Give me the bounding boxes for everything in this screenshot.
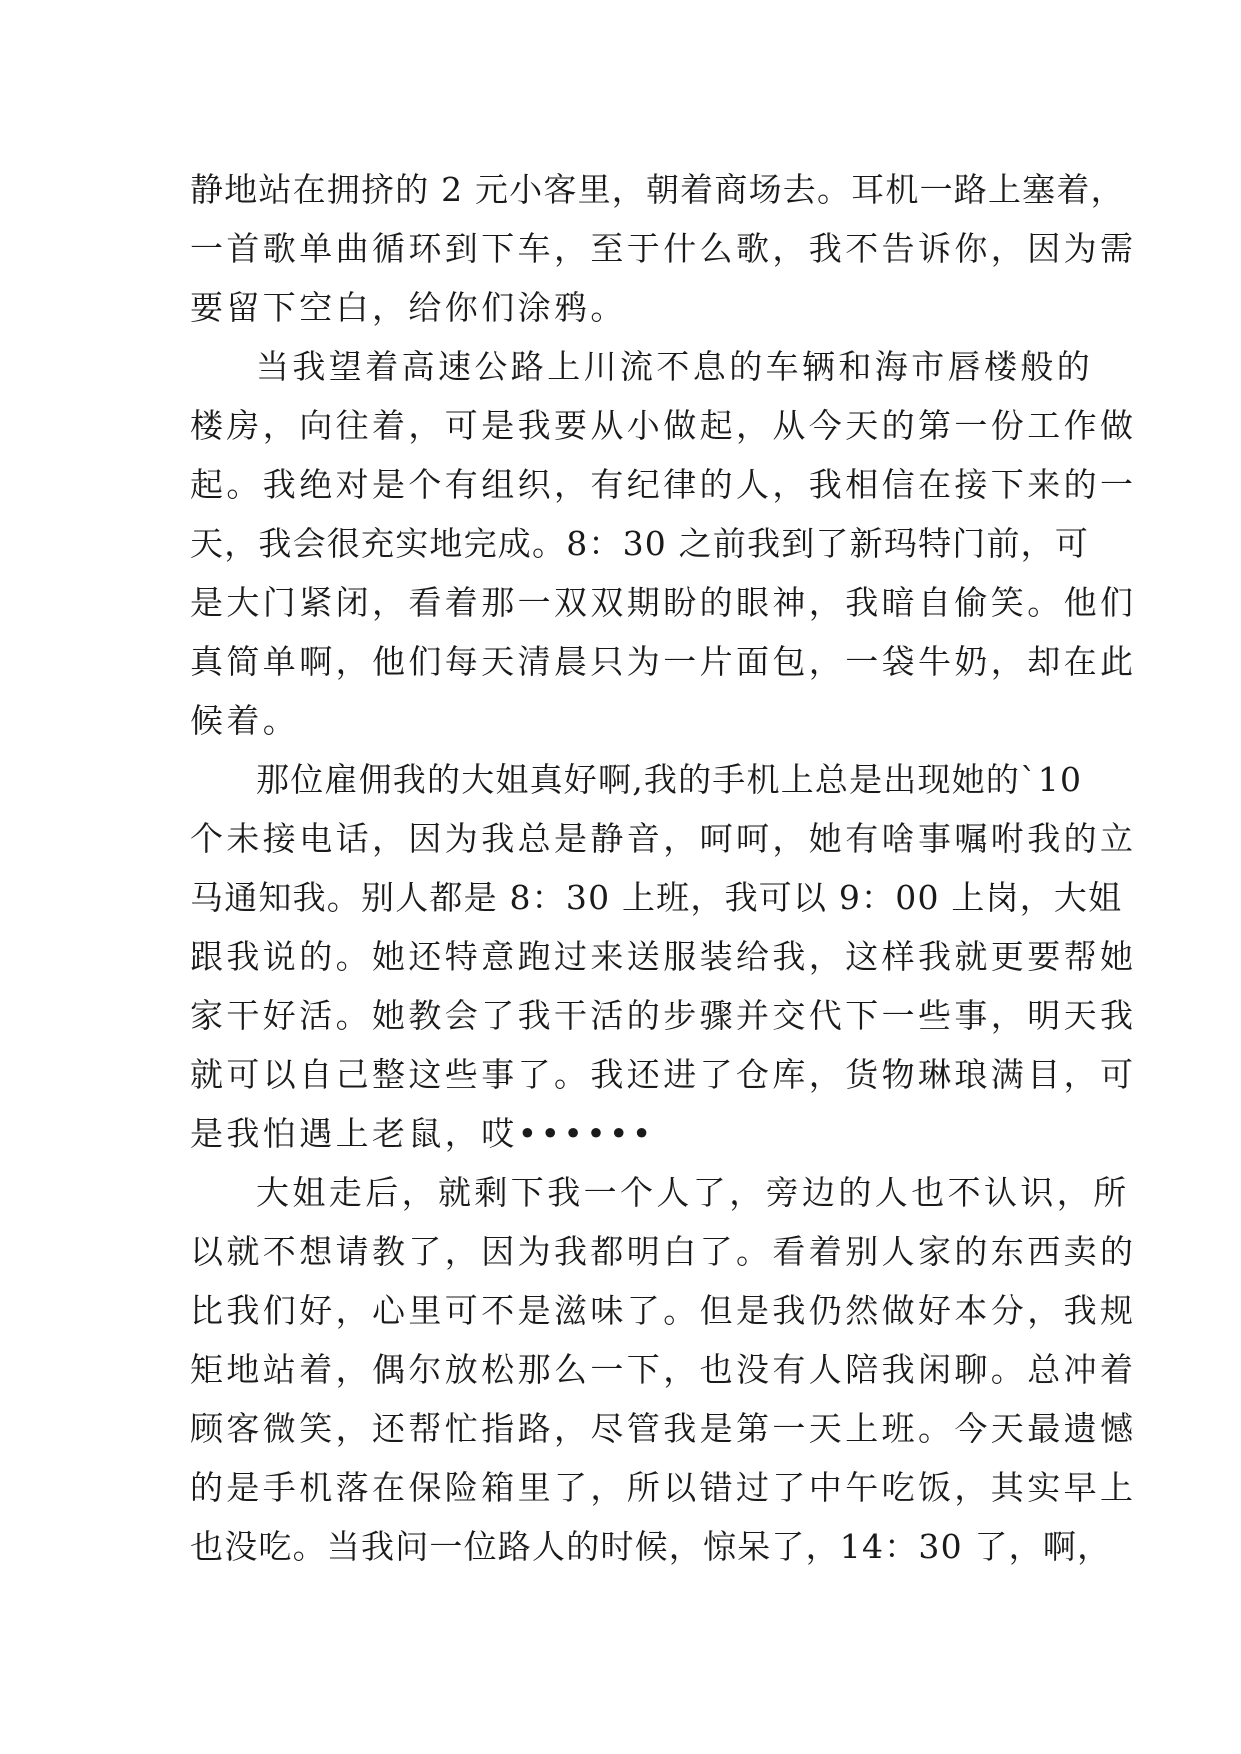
text-line: 跟我说的。她还特意跑过来送服装给我，这样我就更要帮她	[190, 937, 1137, 976]
paragraph-start-line: 那位雇佣我的大姐真好啊,我的手机上总是出现她的`10	[256, 760, 1083, 799]
paragraph-start-line: 大姐走后，就剩下我一个人了，旁边的人也不认识，所	[256, 1173, 1130, 1212]
text-line: 也没吃。当我问一位路人的时候，惊呆了，14：30 了，啊，	[190, 1527, 1112, 1566]
text-line: 楼房，向往着，可是我要从小做起，从今天的第一份工作做	[190, 406, 1137, 445]
text-line: 真简单啊，他们每天清晨只为一片面包，一袋牛奶，却在此	[190, 642, 1137, 681]
text-line: 是大门紧闭，看着那一双双期盼的眼神，我暗自偷笑。他们	[190, 583, 1137, 622]
text-line: 矩地站着，偶尔放松那么一下，也没有人陪我闲聊。总冲着	[190, 1350, 1137, 1389]
text-line: 就可以自己整这些事了。我还进了仓库，货物琳琅满目，可	[190, 1055, 1137, 1094]
text-line: 的是手机落在保险箱里了，所以错过了中午吃饭，其实早上	[190, 1468, 1137, 1507]
text-line: 天，我会很充实地完成。8：30 之前我到了新玛特门前，可	[190, 524, 1090, 563]
document-body	[190, 160, 1137, 1576]
text-line: 是我怕遇上老鼠，哎••••••	[190, 1114, 655, 1153]
text-line: 起。我绝对是个有组织，有纪律的人，我相信在接下来的一	[190, 465, 1137, 504]
text-line: 候着。	[190, 701, 300, 740]
text-line: 顾客微笑，还帮忙指路，尽管我是第一天上班。今天最遗憾	[190, 1409, 1137, 1448]
text-line: 个未接电话，因为我总是静音，呵呵，她有啥事嘱咐我的立	[190, 819, 1137, 858]
text-line: 一首歌单曲循环到下车，至于什么歌，我不告诉你，因为需	[190, 229, 1137, 268]
text-line: 要留下空白，给你们涂鸦。	[190, 288, 627, 327]
text-line: 马通知我。别人都是 8：30 上班，我可以 9：00 上岗，大姐	[190, 878, 1123, 917]
text-line: 家干好活。她教会了我干活的步骤并交代下一些事，明天我	[190, 996, 1137, 1035]
text-line: 比我们好，心里可不是滋味了。但是我仍然做好本分，我规	[190, 1291, 1137, 1330]
paragraph-start-line: 当我望着高速公路上川流不息的车辆和海市唇楼般的	[256, 347, 1094, 386]
text-line: 静地站在拥挤的 2 元小客里，朝着商场去。耳机一路上塞着，	[190, 170, 1125, 209]
text-line: 以就不想请教了，因为我都明白了。看着别人家的东西卖的	[190, 1232, 1137, 1271]
